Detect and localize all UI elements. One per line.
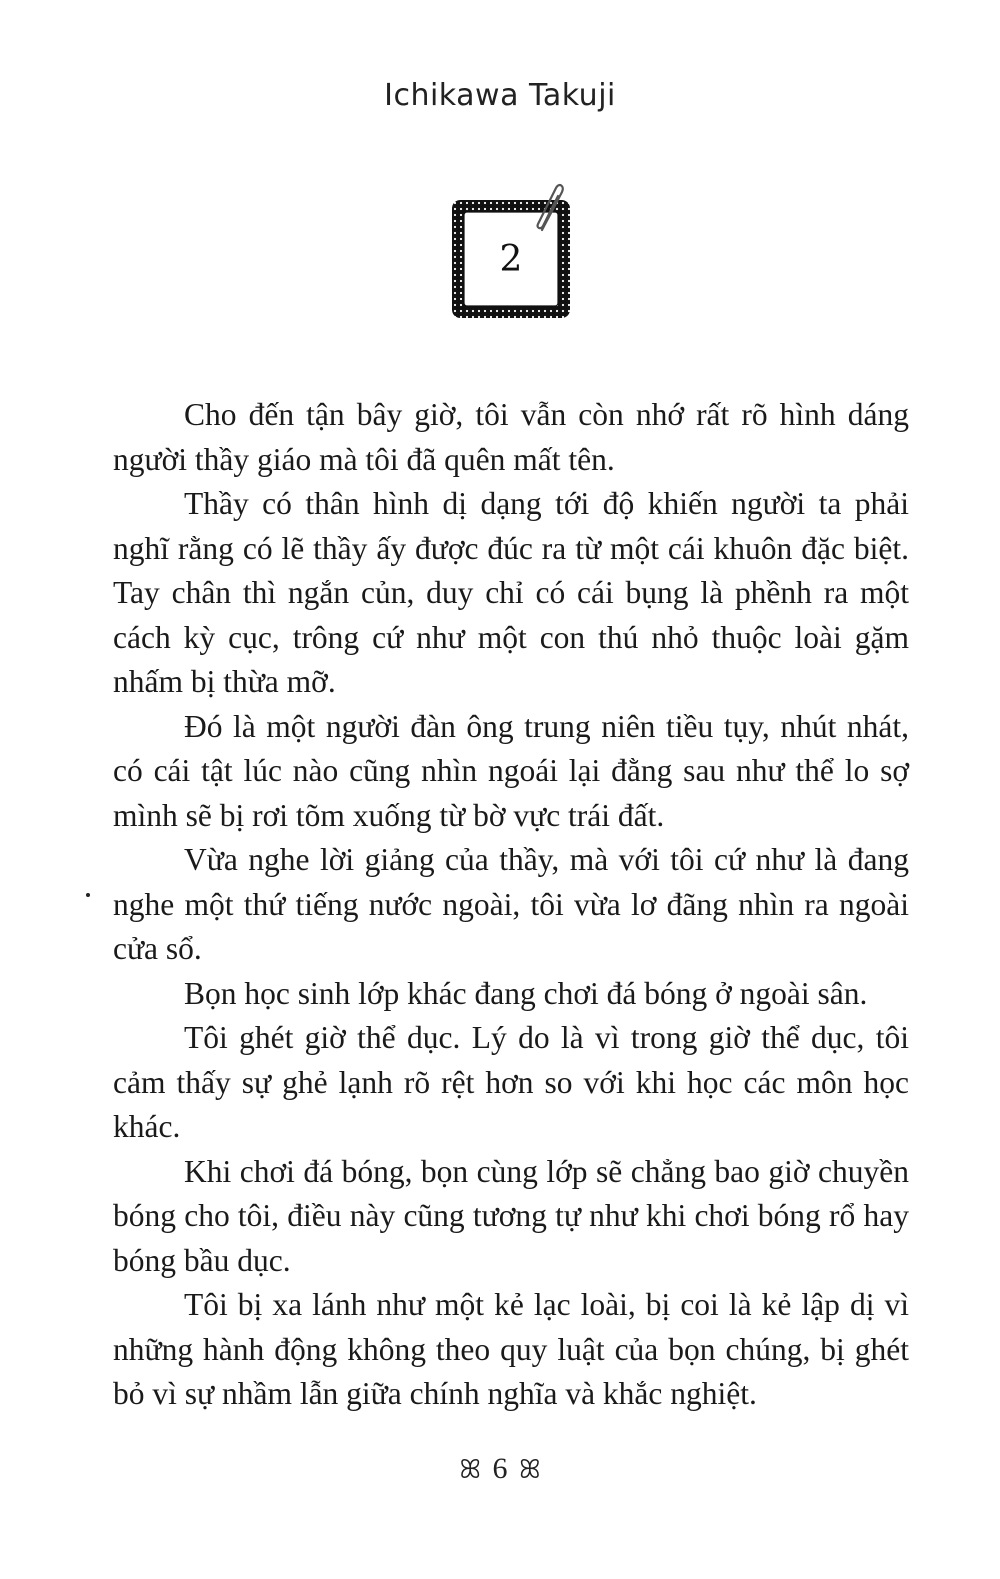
ornament-right-icon: ꕤ: [519, 1455, 541, 1484]
paragraph: Thầy có thân hình dị dạng tới độ khiến người ta phải nghĩ rằng có lẽ thầy ấy được đúc ra từ một cái khuôn đặc biệt. Tay chân thì ngắn củn, duy chỉ có cái bụng là phềnh ra một cách kỳ cục, trông cứ như một con thú nhỏ thuộc loài gặm nhấm bị thừa mỡ.: [113, 486, 909, 699]
paragraph: Tôi bị xa lánh như một kẻ lạc loài, bị coi là kẻ lập dị vì những hành động không theo quy luật của bọn chúng, bị ghét bỏ vì sự nhầm lẫn giữa chính nghĩa và khắc nghiệt.: [113, 1287, 909, 1411]
ornament-left-icon: ꕤ: [459, 1455, 481, 1484]
page-number: 6: [492, 1452, 508, 1485]
chapter-body: [113, 393, 909, 1417]
print-speck: [86, 893, 90, 897]
paragraph: Tôi ghét giờ thể dục. Lý do là vì trong giờ thể dục, tôi cảm thấy sự ghẻ lạnh rõ rệt hơn so với khi học các môn học khác.: [113, 1020, 909, 1144]
paragraph: Vừa nghe lời giảng của thầy, mà với tôi cứ như là đang nghe một thứ tiếng nước ngoài, tôi vừa lơ đãng nhìn ra ngoài cửa sổ.: [113, 842, 909, 966]
paragraph: Cho đến tận bây giờ, tôi vẫn còn nhớ rất rõ hình dáng người thầy giáo mà tôi đã quên mất tên.: [113, 397, 909, 477]
chapter-number: 2: [499, 238, 523, 280]
chapter-heading: [452, 178, 574, 320]
paperclip-icon: [528, 178, 574, 238]
page-footer: [0, 1452, 1000, 1486]
paragraph: Khi chơi đá bóng, bọn cùng lớp sẽ chẳng bao giờ chuyền bóng cho tôi, điều này cũng tương tự như khi chơi bóng rổ hay bóng bầu dục.: [113, 1153, 909, 1278]
paragraph: Bọn học sinh lớp khác đang chơi đá bóng ở ngoài sân.: [184, 975, 868, 1011]
running-header-author: Ichikawa Takuji: [384, 78, 616, 113]
paragraph: Đó là một người đàn ông trung niên tiều tụy, nhút nhát, có cái tật lúc nào cũng nhìn ngoái lại đằng sau như thể lo sợ mình sẽ bị rơi tõm xuống từ bờ vực trái đất.: [113, 708, 909, 833]
